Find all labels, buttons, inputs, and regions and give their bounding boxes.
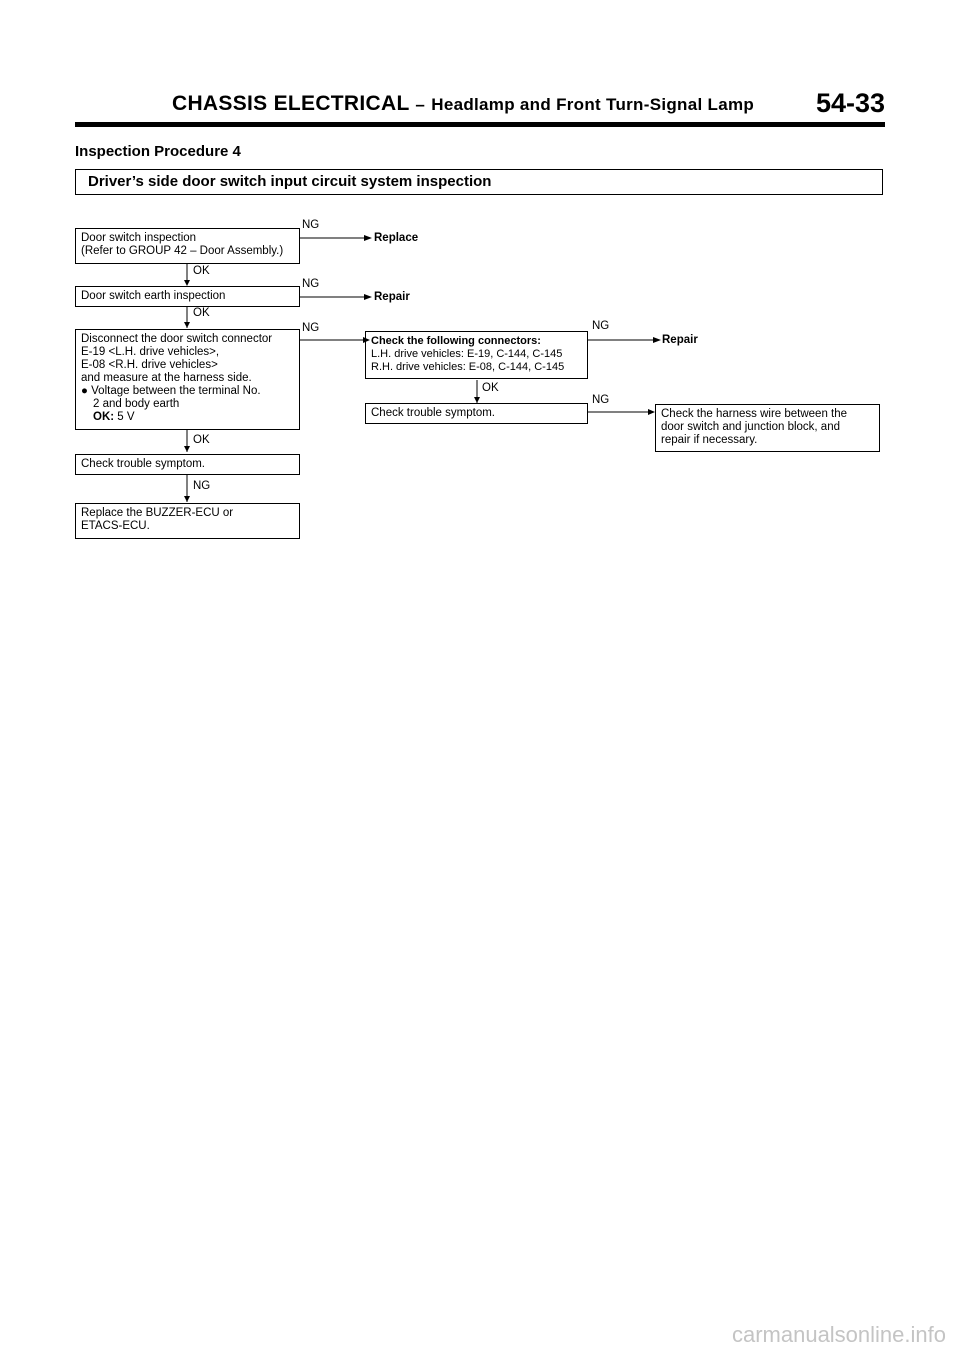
step3-line6: 2 and body earth [93, 398, 180, 410]
door-switch-earth-inspection-box [75, 286, 300, 307]
symptom2-line1: Check trouble symptom. [371, 407, 495, 419]
harness-line3: repair if necessary. [661, 434, 758, 446]
connectors-repair-result: Repair [662, 334, 698, 346]
procedure-title: Inspection Procedure 4 [75, 143, 241, 160]
symptom2-ng-label: NG [592, 394, 610, 406]
step3-ok-label: OK: [93, 411, 115, 423]
check-harness-box [655, 404, 880, 452]
step5-line1: Replace the BUZZER-ECU or [81, 507, 234, 519]
harness-line2: door switch and junction block, and [661, 421, 840, 433]
check-trouble-symptom-2-box [365, 403, 588, 424]
chapter-title: CHASSIS ELECTRICAL [172, 92, 410, 115]
check-connectors-box [365, 331, 588, 379]
section-title: Driver’s side door switch input circuit system inspection [88, 173, 492, 190]
step3-ok-branch-label: OK [193, 434, 210, 446]
connectors-line3: R.H. drive vehicles: E-08, C-144, C-145 [371, 361, 565, 373]
step4-ng-label: NG [193, 480, 211, 492]
step3-line2: E-19 <L.H. drive vehicles>, [81, 346, 220, 358]
replace-ecu-box [75, 503, 300, 539]
step3-ok-line [81, 411, 294, 424]
check-trouble-symptom-box [75, 454, 300, 475]
step1-ok-label: OK [193, 265, 210, 277]
connectors-line1: Check the following connectors: [371, 335, 541, 347]
step1-line1: Door switch inspection [81, 232, 197, 244]
step3-line4: and measure at the harness side. [81, 372, 252, 384]
connectors-ok-label: OK [482, 382, 499, 394]
step3-ok-value: 5 V [117, 411, 135, 423]
step4-line1: Check trouble symptom. [81, 458, 205, 470]
step2-line1: Door switch earth inspection [81, 290, 226, 302]
door-switch-inspection-box [75, 228, 300, 264]
harness-line1: Check the harness wire between the [661, 408, 848, 420]
step2-repair-result: Repair [374, 291, 410, 303]
connectors-line2: L.H. drive vehicles: E-19, C-144, C-145 [371, 348, 563, 360]
header-dash: – [415, 95, 426, 114]
step2-ng-label: NG [302, 278, 320, 290]
chapter-subtitle: Headlamp and Front Turn-Signal Lamp [431, 95, 755, 114]
step3-line5: ● Voltage between the terminal No. [81, 385, 261, 397]
disconnect-connector-box [75, 329, 300, 430]
page-number: 54-33 [815, 88, 885, 118]
step3-ng-label: NG [302, 322, 320, 334]
step1-line2: (Refer to GROUP 42 – Door Assembly.) [81, 245, 284, 257]
step3-line1: Disconnect the door switch connector [81, 333, 273, 345]
watermark-text: carmanualsonline.info [731, 1322, 946, 1347]
step1-replace-result: Replace [374, 232, 419, 244]
step5-line2: ETACS-ECU. [81, 520, 150, 532]
connectors-ng-label: NG [592, 320, 610, 332]
step2-ok-label: OK [193, 307, 210, 319]
step1-ng-label: NG [302, 219, 320, 231]
step3-line3: E-08 <R.H. drive vehicles> [81, 359, 218, 371]
